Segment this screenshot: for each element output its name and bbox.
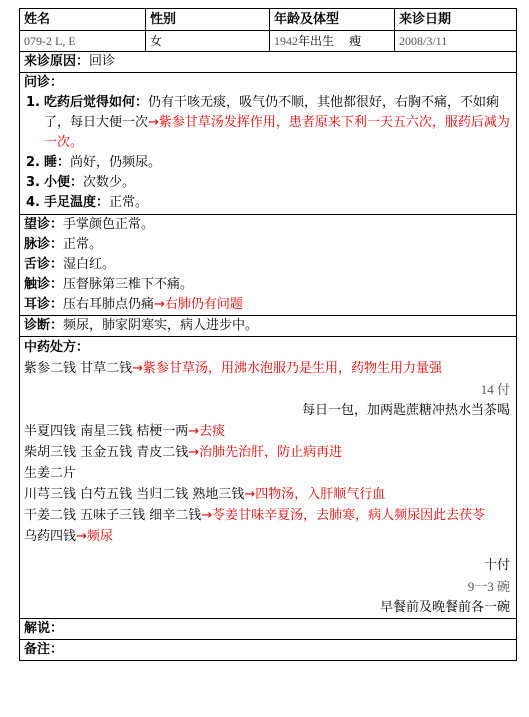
inquiry-body: 次数少。: [83, 175, 136, 190]
palpation-label: 触诊：: [24, 277, 64, 292]
rx-herbs: 川芎三钱 白芍五钱 当归二钱 熟地三钱: [24, 487, 245, 502]
patient-age: [270, 31, 395, 51]
name-header: 姓名: [20, 9, 146, 30]
inquiry-body: 正常。: [109, 195, 149, 210]
inquiry-title: 睡：: [44, 155, 71, 170]
inquiry-title: 吃药后觉得如何：: [44, 95, 149, 110]
rx-usage: 早餐前及晚餐前各一碗: [379, 600, 510, 615]
inquiry-section: [20, 73, 516, 215]
look-text: 手掌颜色正常。: [63, 217, 155, 232]
inquiry-title: 小便：: [44, 175, 84, 190]
inquiry-text: [44, 93, 514, 153]
inquiry-body: 尚好，仍频尿。: [70, 155, 162, 170]
remark-label: 备注：: [24, 642, 64, 657]
inquiry-num: 2.: [26, 155, 40, 170]
remark-row: [20, 640, 516, 660]
explain-label: 解说：: [24, 621, 64, 636]
reason-label: 来诊原因：: [24, 54, 90, 69]
palpation-line: [20, 275, 516, 295]
ear-line: [20, 295, 516, 315]
diagnosis-label: 诊断：: [24, 318, 64, 333]
body-build: 瘦: [349, 34, 362, 48]
ear-note: →右肺仍有问题: [154, 297, 243, 312]
inquiry-item: [22, 153, 514, 173]
rx-line: [20, 421, 516, 442]
patient-id: 079-2 L, E: [20, 31, 146, 51]
rx-bowls: 9一3 碗: [467, 579, 510, 594]
rx-herbs: 乌药四钱: [24, 529, 77, 544]
inquiry-text: [44, 193, 514, 213]
rx-note: →四物汤，入肝顺气行血: [244, 487, 386, 502]
rx-line: [20, 442, 516, 463]
rx-herbs: 柴胡三钱 玉金五钱 青皮二钱: [24, 445, 189, 460]
rx-note: →紫参甘草汤，用沸水泡服乃是生用，药物生用力量强: [132, 361, 443, 376]
inquiry-num: 4.: [26, 195, 40, 210]
inquiry-label: 问诊：: [24, 75, 64, 90]
rx-note: →治肺先治肝，防止病再进: [188, 445, 343, 460]
rx-note: →苓姜甘味辛夏汤，去肺寒，病人频尿因此去茯苓: [201, 508, 486, 523]
pulse-text: 正常。: [63, 237, 103, 252]
date-header: 来诊日期: [399, 12, 452, 27]
rx-line: [20, 463, 516, 484]
reason-value: 回诊: [89, 54, 116, 69]
rx-line: [20, 526, 516, 547]
rx-dose: 14 付: [480, 382, 510, 397]
rx-line: [20, 505, 516, 526]
age-header: 年龄及体型: [270, 9, 395, 30]
palpation-text: 压督脉第三椎下不痛。: [63, 277, 194, 292]
tongue-label: 舌诊：: [24, 257, 64, 272]
diagnosis-text: 频尿，肺家阴寒实，病人进步中。: [63, 318, 259, 333]
prescription-label: 中药处方：: [24, 340, 90, 355]
diagnosis-row: [20, 316, 516, 337]
tongue-line: [20, 255, 516, 275]
rx-herbs: 紫参二钱 甘草二钱: [24, 361, 133, 376]
explain-row: [20, 619, 516, 640]
rx-usage: 每日一包，加两匙蔗糖冲热水当茶喝: [301, 403, 510, 418]
rx-herbs: 干姜二钱 五味子三钱 细辛二钱: [24, 508, 202, 523]
medical-record-sheet: [19, 8, 517, 661]
rx-herbs: 半夏四钱 南星三钱 桔梗一两: [24, 424, 189, 439]
exam-section: [20, 215, 516, 316]
inquiry-title: 手足温度：: [44, 195, 110, 210]
rx-herbs: 生姜二片: [24, 466, 77, 481]
reason-row: [20, 52, 516, 73]
rx-line: [20, 484, 516, 505]
pulse-line: [20, 235, 516, 255]
rx-note: →频尿: [76, 529, 113, 544]
gender-header: 性别: [146, 9, 270, 30]
inquiry-note: →紫参甘草汤发挥作用，患者原来下利一天五六次，服药后减为一次。: [44, 115, 510, 150]
inquiry-text: [44, 153, 514, 173]
rx-line: [20, 358, 516, 379]
look-line: [20, 215, 516, 235]
inquiry-num: 3.: [26, 175, 40, 190]
header-row: [20, 9, 516, 31]
inquiry-item: [22, 173, 514, 193]
birth-suffix: 年出生: [298, 34, 335, 48]
rx-dose: 十付: [483, 558, 510, 573]
inquiry-item: [22, 193, 514, 213]
ear-text: 压右耳肺点仍痛: [63, 297, 155, 312]
pulse-label: 脉诊：: [24, 237, 64, 252]
tongue-text: 湿白红。: [63, 257, 116, 272]
rx-note: →去痰: [188, 424, 226, 439]
birth-year: 1942: [274, 34, 298, 48]
inquiry-num: 1.: [26, 95, 40, 110]
inquiry-text: [44, 173, 514, 193]
inquiry-item: [22, 93, 514, 153]
patient-gender: 女: [146, 31, 270, 51]
prescription-section: [20, 337, 516, 619]
visit-date: 2008/3/11: [399, 34, 448, 48]
patient-row: [20, 31, 516, 52]
look-label: 望诊：: [24, 217, 64, 232]
ear-label: 耳诊：: [24, 297, 64, 312]
inquiry-body: 仍有干咳无痰，吸气仍不顺，其他都很好，右胸不痛，不如痢了，每日大便一次: [44, 95, 500, 130]
